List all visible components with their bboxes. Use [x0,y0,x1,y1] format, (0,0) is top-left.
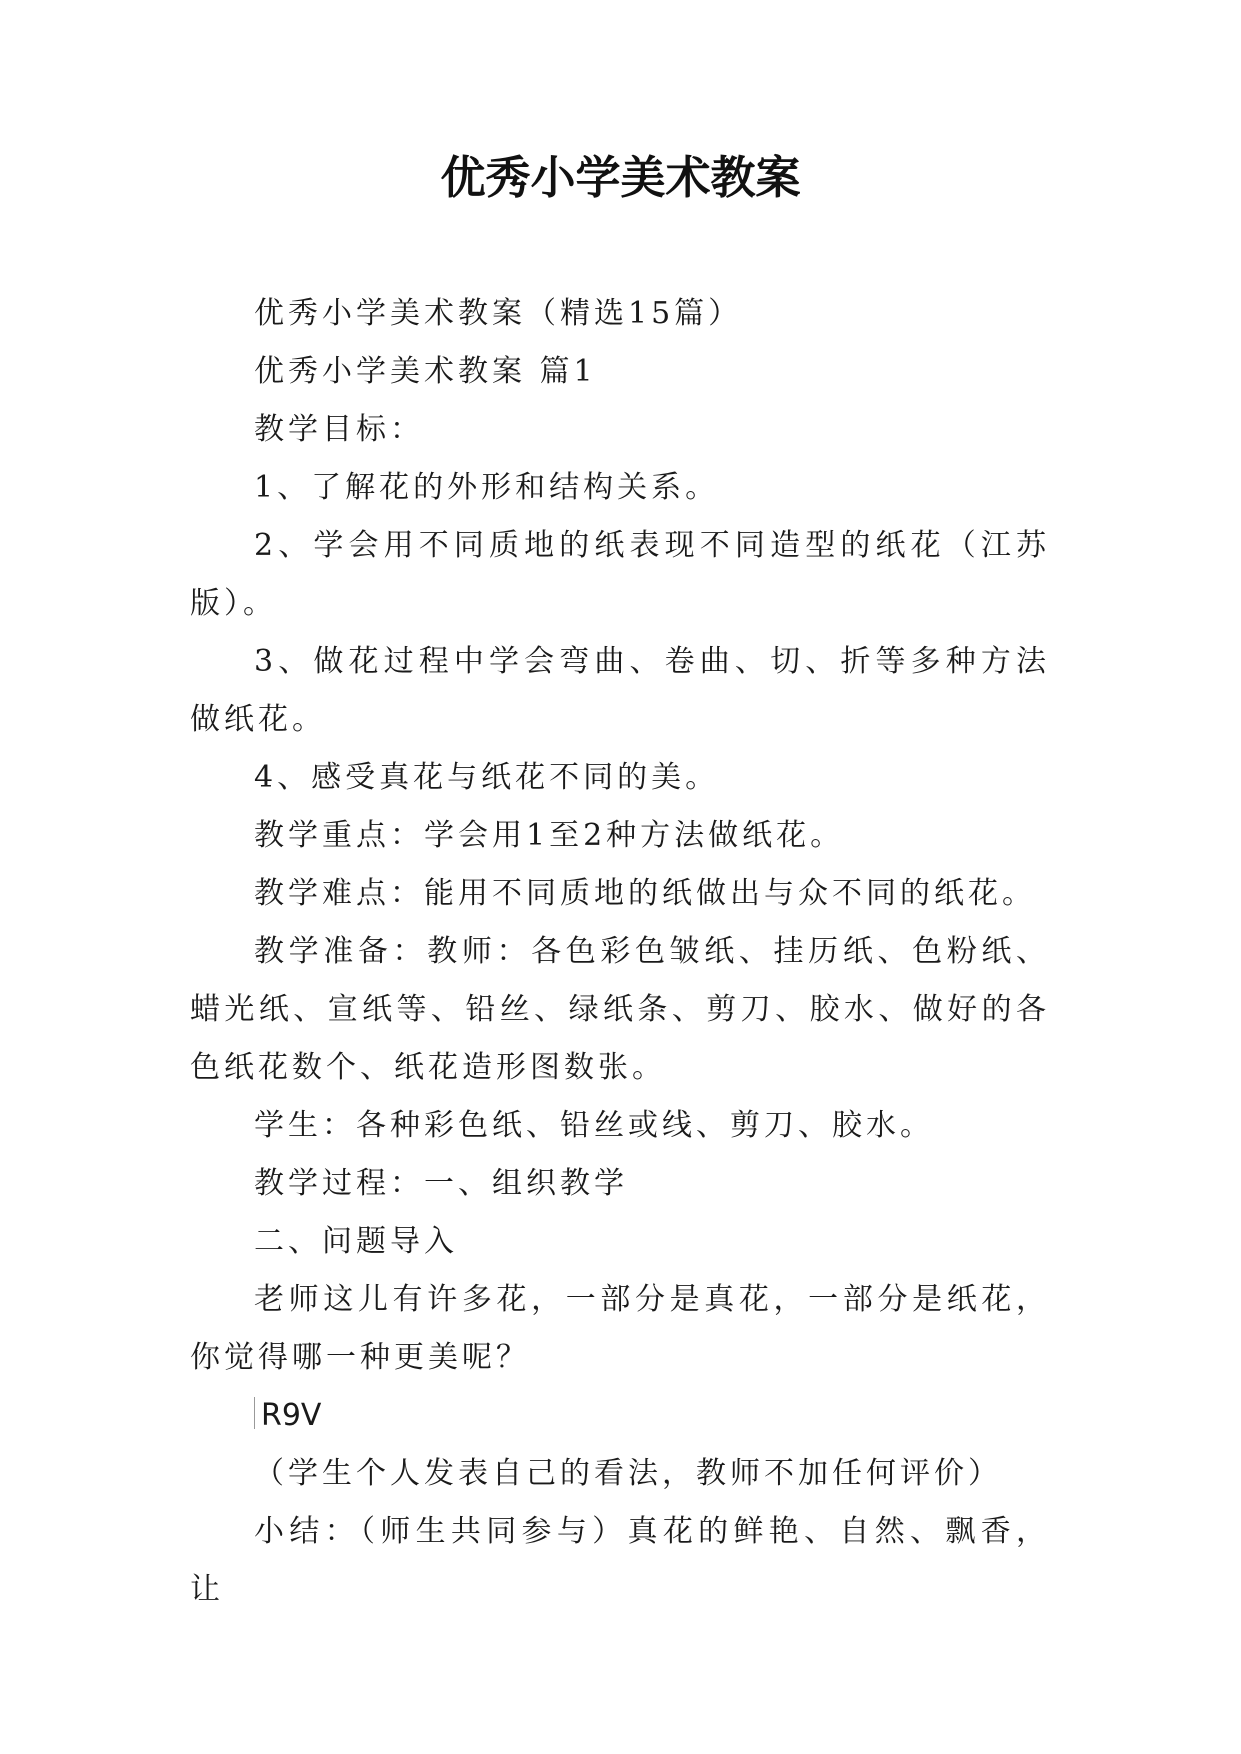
document-body [190,285,1050,1619]
paragraph: 优秀小学美术教案（精选15篇） [254,296,743,331]
paragraph: 优秀小学美术教案 篇1 [254,354,597,389]
paragraph: 3、做花过程中学会弯曲、卷曲、切、折等多种方法做纸花。 [190,644,1050,737]
paragraph: 教学目标： [254,412,424,447]
marker-text: R9V [261,1398,322,1433]
paragraph: 教学过程：一、组织教学 [254,1166,628,1201]
paragraph: 学生：各种彩色纸、铅丝或线、剪刀、胶水。 [254,1108,934,1143]
paragraph: 教学难点：能用不同质地的纸做出与众不同的纸花。 [254,876,1036,911]
paragraph: 教学重点：学会用1至2种方法做纸花。 [254,818,845,853]
paragraph: （学生个人发表自己的看法，教师不加任何评价） [254,1456,1002,1491]
cursor-bar [254,1397,255,1429]
paragraph: 老师这儿有许多花，一部分是真花，一部分是纸花，你觉得哪一种更美呢？ [190,1282,1050,1375]
paragraph: 二、问题导入 [254,1224,458,1259]
paragraph: 1、了解花的外形和结构关系。 [254,470,720,505]
document-title: 优秀小学美术教案 [440,151,801,204]
text-marker [190,1387,1050,1445]
paragraph: 4、感受真花与纸花不同的美。 [254,760,720,795]
paragraph: 2、学会用不同质地的纸表现不同造型的纸花（江苏版）。 [190,528,1050,621]
paragraph: 小结：（师生共同参与）真花的鲜艳、自然、飘香，让 [190,1514,1050,1607]
paragraph: 教学准备：教师：各色彩色皱纸、挂历纸、色粉纸、蜡光纸、宣纸等、铅丝、绿纸条、剪刀、胶水、做好的各色纸花数个、纸花造形图数张。 [190,934,1050,1085]
